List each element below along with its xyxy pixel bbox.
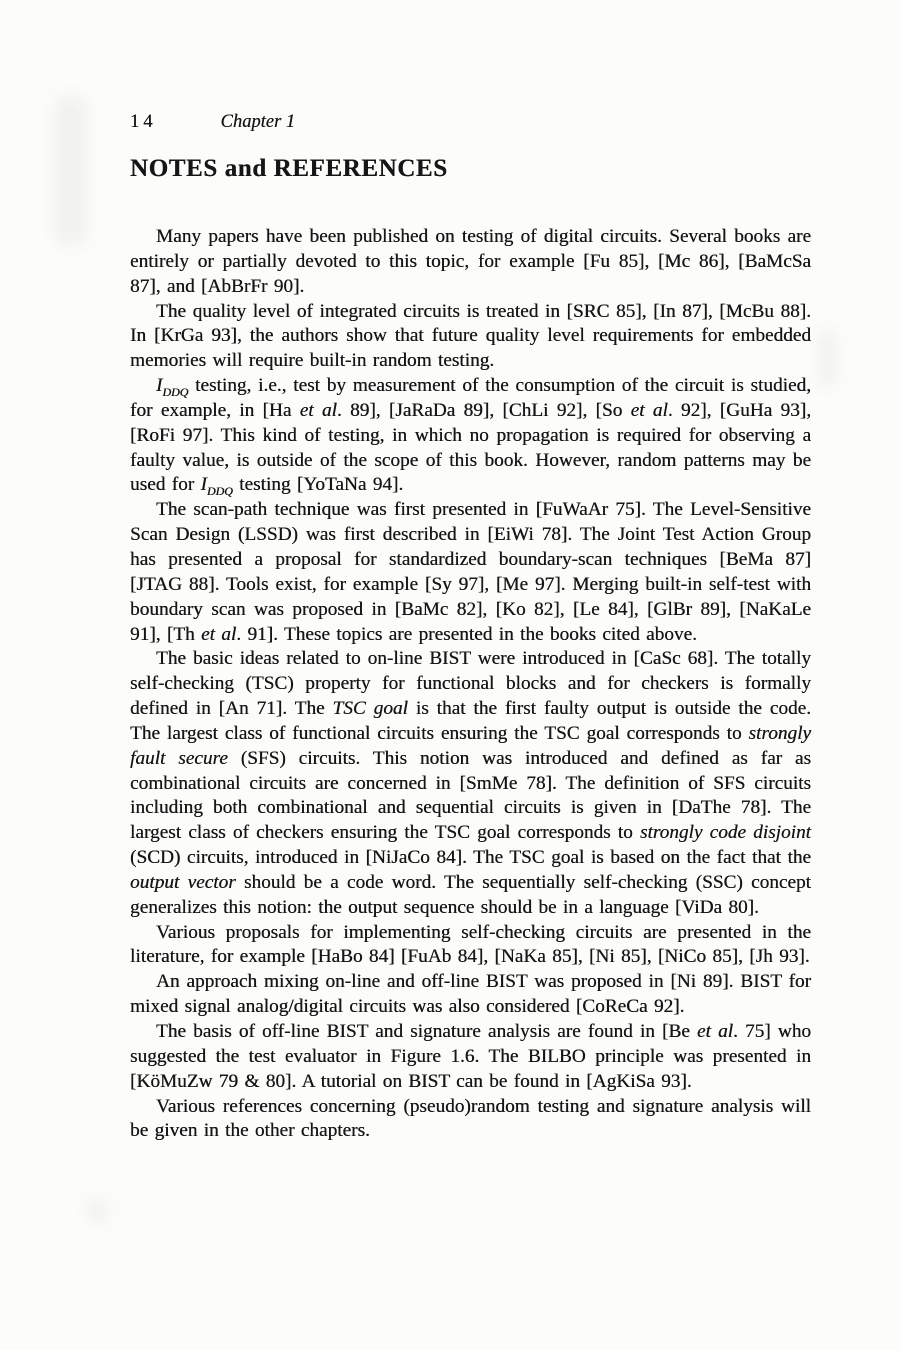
page-content: [130, 112, 811, 1144]
scan-smudge: [54, 95, 88, 245]
emphasis-segment: I: [156, 375, 163, 397]
text-segment: . 89], [JaRaDa 89], [ChLi 92], [So: [336, 399, 631, 421]
text-segment: is that the first faulty output is outside the code. The largest class of functional circuits ensuring the TSC goal corresponds to: [130, 698, 811, 744]
text-segment: Many papers have been published on testing of digital circuits. Several books are entirely or partially devoted to this topic, for example [Fu 85], [Mc 86], [BaMcSa 87], and [AbBrFr 90].: [130, 226, 811, 297]
paragraph: [130, 374, 811, 498]
text-segment: Various references concerning (pseudo)random testing and signature analysis will be given in the other chapters.: [130, 1095, 811, 1142]
paragraph: [130, 1095, 811, 1145]
emphasis-segment: et al: [696, 1021, 734, 1042]
emphasis-segment: et al: [630, 399, 668, 421]
section-heading: NOTES and REFERENCES: [130, 155, 448, 182]
emphasis-segment: TSC goal: [332, 698, 408, 720]
text-segment: . 75] who suggested the test evaluator in Figure 1.6. The BILBO principle was presented in [KöMuZw 79 & 80]. A tutorial on BIST can be found in [AgKiSa 93].: [130, 1021, 812, 1092]
page-number: 14: [130, 112, 157, 132]
paragraph: [130, 300, 811, 375]
body-text: [130, 225, 811, 1144]
text-segment: testing [YoTaNa 94].: [232, 474, 404, 496]
paragraph: [130, 225, 811, 300]
text-segment: An approach mixing on-line and off-line BIST was proposed in [Ni 89]. BIST for mixed signal analog/digital circuits was also considered [CoReCa 92].: [130, 971, 811, 1018]
paragraph: [130, 921, 811, 971]
text-segment: . 92], [GuHa 93], [RoFi 97]. This kind of testing, in which no propagation is required for observing a faulty value, is outside of the scope of this book. However, random patterns may be used for: [130, 399, 812, 496]
scan-smudge: [86, 1198, 108, 1224]
text-segment: The scan-path technique was first presented in [FuWaAr 75]. The Level-Sensitive Scan Design (LSSD) was first described in [EiWi 78]. The Joint Test Action Group has presented a proposal for standardized boundary-scan techniques [BeMa 87] [JTAG 88]. Tools exist, for example [Sy 97], [Me 97]. Merging built-in self-test with boundary scan was proposed in [BaMc 82], [Ko 82], [Le 84], [GlBr 89], [NaKaLe 91], [Th: [130, 499, 811, 645]
text-segment: (SFS) circuits. This notion was introduced and defined as far as combinational circuits are concerned in [SmMe 78]. The definition of SFS circuits including both combinational and sequential circuits is given in [DaThe 78]. The largest class of checkers ensuring the TSC goal corresponds to: [130, 747, 811, 844]
text-segment: Various proposals for implementing self-checking circuits are presented in the literature, for example [HaBo 84] [FuAb 84], [NaKa 85], [Ni 85], [NiCo 85], [Jh 93].: [130, 921, 811, 968]
emphasis-segment: output vector: [130, 871, 236, 893]
emphasis-segment: DDQ: [162, 384, 189, 399]
paragraph: [130, 647, 811, 920]
emphasis-segment: strongly code disjoint: [639, 822, 811, 844]
paragraph: [130, 1020, 811, 1095]
text-segment: (SCD) circuits, introduced in [NiJaCo 84]. The TSC goal is based on the fact that the: [130, 847, 811, 869]
emphasis-segment: et al: [201, 623, 237, 645]
paragraph: [130, 498, 811, 647]
paragraph: [130, 970, 811, 1020]
emphasis-segment: strongly fault secure: [130, 722, 811, 769]
text-segment: . 91]. These topics are presented in the books cited above.: [236, 623, 697, 645]
text-segment: should be a code word. The sequentially self-checking (SSC) concept generalizes this notion: the output sequence should be in a language [ViDa 80].: [130, 871, 811, 918]
text-segment: The quality level of integrated circuits is treated in [SRC 85], [In 87], [McBu 88]. In [KrGa 93], the authors show that future quality level requirements for embedded memories will require built-in random testing.: [130, 300, 811, 372]
chapter-title: Chapter 1: [220, 112, 296, 132]
running-header: [130, 112, 811, 133]
text-segment: The basic ideas related to on-line BIST were introduced in [CaSc 68]. The totally self-checking (TSC) property for functional blocks and for checkers is formally defined in [An 71]. The: [130, 648, 811, 720]
emphasis-segment: et al: [299, 399, 337, 421]
scan-smudge: [818, 330, 836, 388]
text-segment: The basis of off-line BIST and signature analysis are found in [Be: [156, 1021, 697, 1042]
text-segment: testing, i.e., test by measurement of the consumption of the circuit is studied, for example, in [Ha: [130, 375, 811, 421]
emphasis-segment: DDQ: [206, 484, 233, 499]
emphasis-segment: I: [200, 474, 207, 496]
